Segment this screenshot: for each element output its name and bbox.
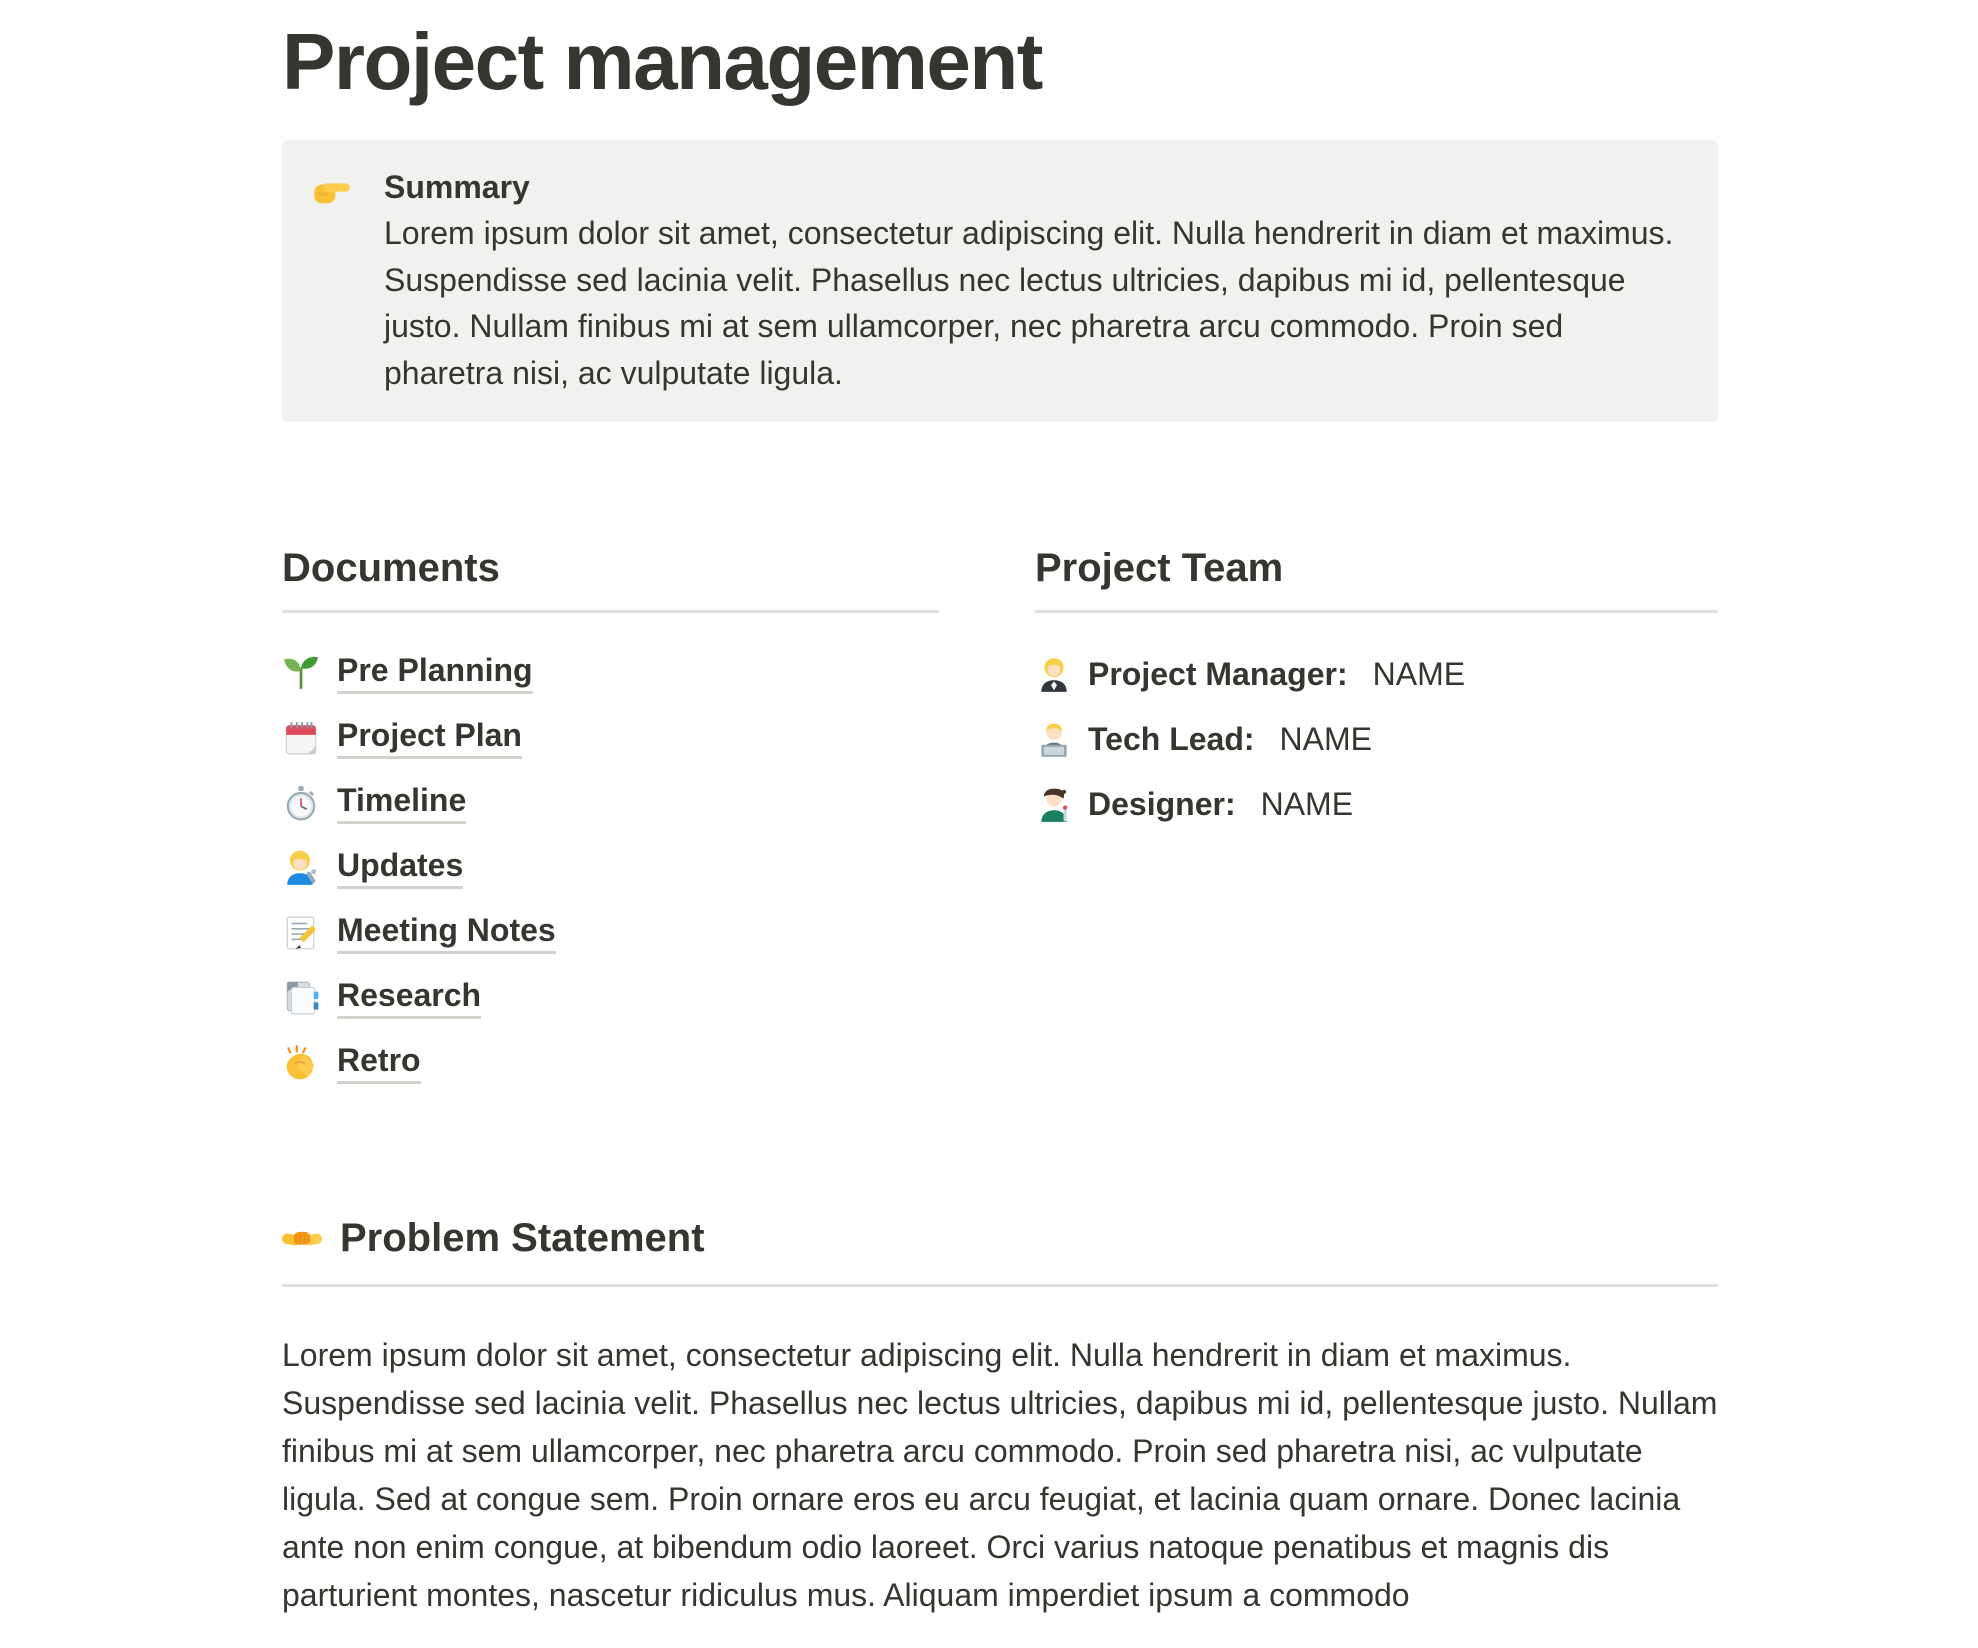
man-artist-icon <box>1035 786 1073 824</box>
woman-mechanic-icon <box>282 849 320 887</box>
problem-statement-body: Lorem ipsum dolor sit amet, consectetur adipiscing elit. Nulla hendrerit in diam et maximus. Suspendisse sed lacinia velit. Phasellus nec lectus ultricies, dapibus mi id, pellentesque justo. Nullam finibus mi at sem ullamcorper, nec pharetra arcu commodo. Proin sed pharetra nisi, ac vulputate ligula. Sed at congue sem. Proin ornare eros eu arcu feugiat, et lacinia quam ornare. Donec lacinia ante non enim congue, at bibendum odio laoreet. Orci varius natoque penatibus et magnis dis parturient montes, nascetur ridiculus mus. Aliquam imperdiet ipsum a commodo <box>282 1336 1718 1613</box>
team-member-role: Tech Lead: <box>1088 721 1255 758</box>
document-link-updates[interactable]: Updates <box>337 847 463 889</box>
documents-divider <box>282 610 939 613</box>
team-member-name: NAME <box>1372 656 1466 693</box>
document-link-pre-planning[interactable]: Pre Planning <box>337 652 533 694</box>
team-list <box>1035 651 1718 829</box>
list-item <box>282 844 939 892</box>
team-member-role: Project Manager: <box>1088 656 1348 693</box>
stopwatch-icon <box>282 784 320 822</box>
page-content <box>282 14 1718 1619</box>
team-member-row <box>1035 651 1718 699</box>
document-link-timeline[interactable]: Timeline <box>337 782 466 824</box>
spiral-calendar-icon <box>282 719 320 757</box>
pointing-right-icon <box>312 170 352 210</box>
team-member-name: NAME <box>1260 786 1354 823</box>
list-item <box>282 1039 939 1087</box>
list-item <box>282 909 939 957</box>
problem-statement-section <box>282 1212 1718 1619</box>
document-link-project-plan[interactable]: Project Plan <box>337 717 522 759</box>
problem-statement-divider <box>282 1284 1718 1287</box>
project-team-column <box>1035 542 1718 1104</box>
document-link-research[interactable]: Research <box>337 977 481 1019</box>
two-column-section <box>282 542 1718 1104</box>
memo-icon <box>282 914 320 952</box>
clapping-hands-icon <box>282 1044 320 1082</box>
team-member-row <box>1035 781 1718 829</box>
page-title: Project management <box>282 17 1042 106</box>
summary-heading: Summary <box>384 169 530 205</box>
list-item <box>282 714 939 762</box>
list-item <box>282 974 939 1022</box>
seedling-icon <box>282 654 320 692</box>
documents-heading: Documents <box>282 545 500 590</box>
team-member-name: NAME <box>1279 721 1372 758</box>
bookmark-tabs-icon <box>282 979 320 1017</box>
document-link-retro[interactable]: Retro <box>337 1042 421 1084</box>
team-member-role: Designer: <box>1088 786 1236 823</box>
summary-callout <box>282 140 1718 422</box>
documents-column <box>282 542 939 1104</box>
problem-statement-heading: Problem Statement <box>340 1215 705 1260</box>
documents-list <box>282 649 939 1087</box>
project-team-divider <box>1035 610 1718 613</box>
document-link-meeting-notes[interactable]: Meeting Notes <box>337 912 556 954</box>
summary-body: Lorem ipsum dolor sit amet, consectetur adipiscing elit. Nulla hendrerit in diam et maximus. Suspendisse sed lacinia velit. Phasellus nec lectus ultricies, dapibus mi id, pellentesque justo. Nullam finibus mi at sem ullamcorper, nec pharetra arcu commodo. Proin sed pharetra nisi, ac vulputate ligula. <box>384 215 1674 391</box>
handshake-icon <box>282 1218 322 1258</box>
list-item <box>282 779 939 827</box>
list-item <box>282 649 939 697</box>
team-member-row <box>1035 716 1718 764</box>
man-technologist-icon <box>1035 721 1073 759</box>
woman-office-worker-icon <box>1035 656 1073 694</box>
project-team-heading: Project Team <box>1035 545 1284 590</box>
